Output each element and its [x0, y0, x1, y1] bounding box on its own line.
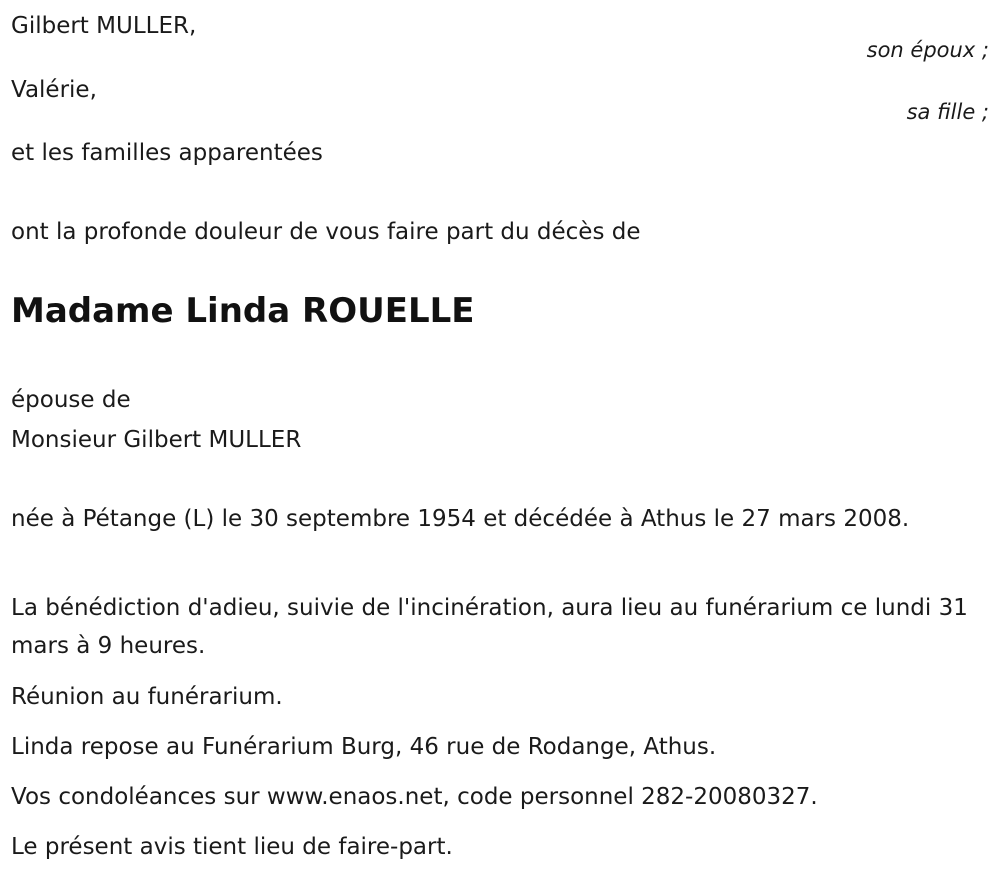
repose-paragraph: Linda repose au Funérarium Burg, 46 rue de Rodange, Athus.: [11, 734, 717, 760]
ceremony-paragraph: La bénédiction d'adieu, suivie de l'incinération, aura lieu au funérarium ce lundi 31 mars à 9 heures.: [11, 595, 968, 659]
birth-death-paragraph: née à Pétange (L) le 30 septembre 1954 et décédée à Athus le 27 mars 2008.: [11, 506, 910, 532]
family-member-daughter-name: Valérie,: [11, 77, 97, 103]
deceased-name: Madame Linda ROUELLE: [11, 291, 475, 331]
family-member-spouse-name: Gilbert MULLER,: [11, 13, 197, 39]
family-relatives-line: et les familles apparentées: [11, 140, 323, 166]
announcement-text: ont la profonde douleur de vous faire part du décès de: [11, 219, 641, 245]
reunion-paragraph: Réunion au funérarium.: [11, 684, 283, 710]
family-member-spouse-relation: son époux ;: [866, 38, 989, 62]
spouse-name: Monsieur Gilbert MULLER: [11, 427, 302, 453]
faire-part-paragraph: Le présent avis tient lieu de faire-part.: [11, 834, 453, 860]
family-member-daughter-relation: sa fille ;: [906, 100, 989, 124]
condolences-paragraph: Vos condoléances sur www.enaos.net, code personnel 282-20080327.: [11, 784, 818, 810]
spouse-label: épouse de: [11, 387, 131, 413]
